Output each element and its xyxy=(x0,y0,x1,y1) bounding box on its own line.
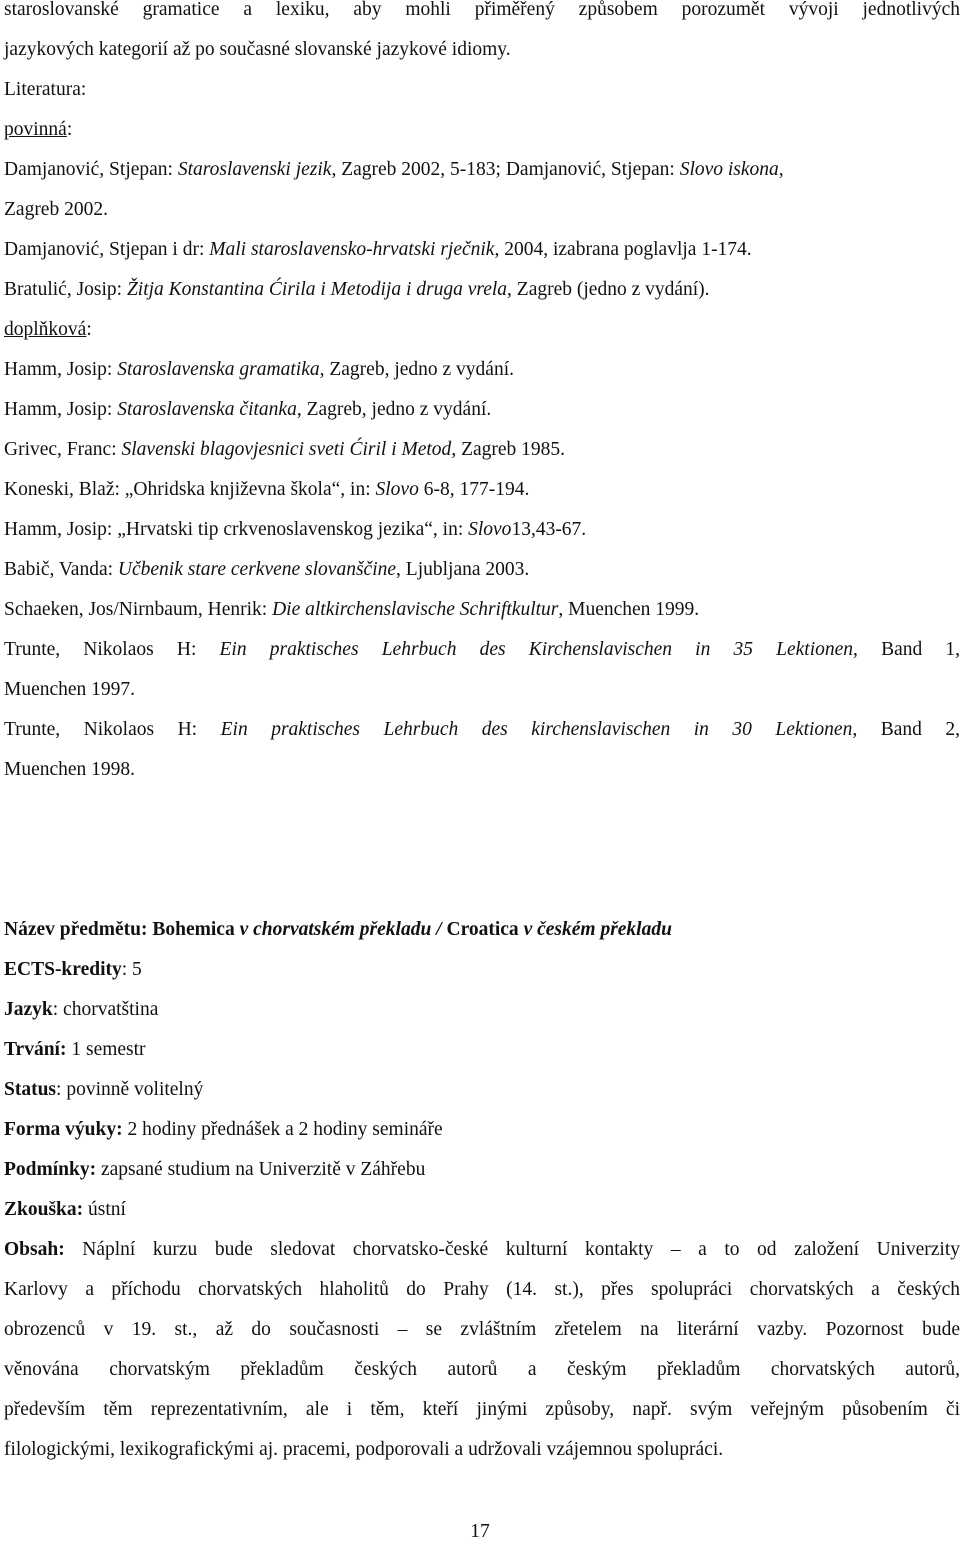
course-fields xyxy=(4,950,960,1230)
intro-line: jazykových kategorií až po současné slovanské jazykové idiomy. xyxy=(4,39,511,60)
content-text: Náplní kurzu bude sledovat chorvatsko-české kulturní kontakty – a to od založení Univerzity xyxy=(64,1239,960,1260)
literature-heading: Literatura: xyxy=(4,79,87,100)
content-line xyxy=(4,1270,960,1310)
content-line xyxy=(4,1230,960,1270)
reference-author: Grivec, Franc: xyxy=(4,439,122,460)
field-value: : 5 xyxy=(121,959,142,980)
reference-details: , xyxy=(778,159,784,180)
reference-author: Hamm, Josip: xyxy=(4,359,118,380)
reference-title: Staroslavenska gramatika xyxy=(117,359,320,380)
course-content xyxy=(4,1230,960,1470)
content-text: Karlovy a příchodu chorvatských hlaholitů do Prahy (14. st.), přes spolupráci chorvatských a českých xyxy=(4,1279,960,1300)
reference-title: Mali staroslavensko-hrvatski rječnik xyxy=(209,239,495,260)
reference-author: Hamm, Josip: „Hrvatski tip crkvenoslavenskog jezika“, in: xyxy=(4,519,469,540)
field-label: Status xyxy=(4,1079,57,1100)
course-field xyxy=(4,1030,960,1070)
field-value: zapsané studium na Univerzitě v Záhřebu xyxy=(96,1159,426,1180)
reference-line xyxy=(4,670,960,710)
reference-details: , Band 1, xyxy=(853,639,960,660)
field-label: Zkouška: xyxy=(4,1199,84,1220)
field-value: : povinně volitelný xyxy=(56,1079,204,1100)
reference-details: , Ljubljana 2003. xyxy=(396,559,530,580)
reference-details: 6-8, 177-194. xyxy=(418,479,530,500)
reference-line xyxy=(4,270,960,310)
reference-line xyxy=(4,350,960,390)
reference-author: Schaeken, Jos/Nirnbaum, Henrik: xyxy=(4,599,273,620)
content-line xyxy=(4,1350,960,1390)
reference-details: 13,43-67. xyxy=(511,519,587,540)
field-value: ústní xyxy=(83,1199,126,1220)
field-label: Jazyk xyxy=(4,999,53,1020)
content-text: věnována chorvatským překladům českých autorů a českým překladům chorvatských autorů, xyxy=(4,1359,960,1380)
reference-line xyxy=(4,230,960,270)
reference-line xyxy=(4,430,960,470)
required-label: povinná: xyxy=(4,119,73,140)
field-label: ECTS-kredity xyxy=(4,959,122,980)
course-field xyxy=(4,1070,960,1110)
optional-label: doplňková: xyxy=(4,319,92,340)
reference-author: Zagreb 2002. xyxy=(4,199,108,220)
reference-line xyxy=(4,390,960,430)
content-label: Obsah: xyxy=(4,1239,65,1260)
course-section xyxy=(4,910,960,1470)
reference-author: Muenchen 1998. xyxy=(4,759,136,780)
reference-title: Žitja Konstantina Ćirila i Metodija i druga vrela xyxy=(126,279,508,300)
reference-title: Ein praktisches Lehrbuch des kirchenslavischen in 30 Lektionen xyxy=(220,719,853,740)
intro-line: staroslovanské gramatice a lexiku, aby mohli přiměřený způsobem porozumět vývoji jednotlivých xyxy=(4,0,960,20)
content-text: filologickými, lexikografickými aj. pracemi, podporovali a udržovali vzájemnou spolupráci. xyxy=(4,1439,724,1460)
course-field xyxy=(4,950,960,990)
course-field xyxy=(4,1110,960,1150)
reference-author: Hamm, Josip: xyxy=(4,399,118,420)
reference-line xyxy=(4,550,960,590)
reference-line xyxy=(4,590,960,630)
reference-author: Damjanović, Stjepan: xyxy=(4,159,178,180)
literature-section xyxy=(4,70,960,790)
field-label: Podmínky: xyxy=(4,1159,97,1180)
reference-title: Slovo iskona xyxy=(679,159,779,180)
reference-details: , Zagreb (jedno z vydání). xyxy=(507,279,710,300)
reference-author: Damjanović, Stjepan i dr: xyxy=(4,239,210,260)
course-field xyxy=(4,990,960,1030)
course-title: Název předmětu: Bohemica v chorvatském překladu / Croatica v českém překladu xyxy=(4,919,672,940)
course-title-bohemica: Bohemica xyxy=(152,919,235,940)
reference-line xyxy=(4,470,960,510)
reference-details: , Zagreb 1985. xyxy=(451,439,566,460)
reference-author: Babič, Vanda: xyxy=(4,559,118,580)
reference-title: Ein praktisches Lehrbuch des Kirchenslavischen in 35 Lektionen xyxy=(219,639,854,660)
reference-details: , Zagreb 2002, 5-183; Damjanović, Stjepan: xyxy=(331,159,680,180)
course-field xyxy=(4,1190,960,1230)
reference-author: Trunte, Nikolaos H: xyxy=(4,639,220,660)
reference-details: , Zagreb, jedno z vydání. xyxy=(296,399,492,420)
course-title-croatica: Croatica xyxy=(446,919,519,940)
course-title-label: Název předmětu: xyxy=(4,919,153,940)
content-line xyxy=(4,1390,960,1430)
reference-line xyxy=(4,190,960,230)
reference-author: Muenchen 1997. xyxy=(4,679,136,700)
course-field xyxy=(4,1150,960,1190)
field-value: 2 hodiny přednášek a 2 hodiny semináře xyxy=(122,1119,443,1140)
reference-line xyxy=(4,750,960,790)
content-line xyxy=(4,1430,960,1470)
content-text: obrozenců v 19. st., až do současnosti – se zvláštním zřetelem na literární vazby. Pozornost bude xyxy=(4,1319,960,1340)
reference-title: Staroslavenski jezik xyxy=(177,159,332,180)
field-value: : chorvatština xyxy=(52,999,159,1020)
page-number: 17 xyxy=(470,1521,490,1542)
intro-paragraph xyxy=(4,0,960,70)
optional-list xyxy=(4,350,960,790)
required-list xyxy=(4,150,960,310)
reference-details: , 2004, izabrana poglavlja 1-174. xyxy=(494,239,752,260)
reference-details: , Muenchen 1999. xyxy=(558,599,700,620)
reference-title: Slavenski blagovjesnici sveti Ćiril i Metod xyxy=(121,439,452,460)
reference-line xyxy=(4,710,960,750)
reference-title: Slovo xyxy=(375,479,419,500)
content-line xyxy=(4,1310,960,1350)
reference-title: Die altkirchenslavische Schriftkultur xyxy=(272,599,559,620)
content-text: především těm reprezentativním, ale i těm, kteří jinými způsoby, např. svým veřejným působením či xyxy=(4,1399,960,1420)
reference-author: Bratulić, Josip: xyxy=(4,279,127,300)
reference-details: , Band 2, xyxy=(852,719,960,740)
reference-title: Slovo xyxy=(468,519,512,540)
reference-line xyxy=(4,150,960,190)
reference-author: Koneski, Blaž: „Ohridska književna škola“, in: xyxy=(4,479,376,500)
field-label: Forma výuky: xyxy=(4,1119,123,1140)
reference-author: Trunte, Nikolaos H: xyxy=(4,719,221,740)
field-value: 1 semestr xyxy=(66,1039,146,1060)
reference-title: Staroslavenska čitanka xyxy=(117,399,297,420)
reference-details: , Zagreb, jedno z vydání. xyxy=(319,359,514,380)
reference-title: Učbenik stare cerkvene slovanščine xyxy=(117,559,397,580)
field-label: Trvání: xyxy=(4,1039,67,1060)
reference-line xyxy=(4,510,960,550)
reference-line xyxy=(4,630,960,670)
